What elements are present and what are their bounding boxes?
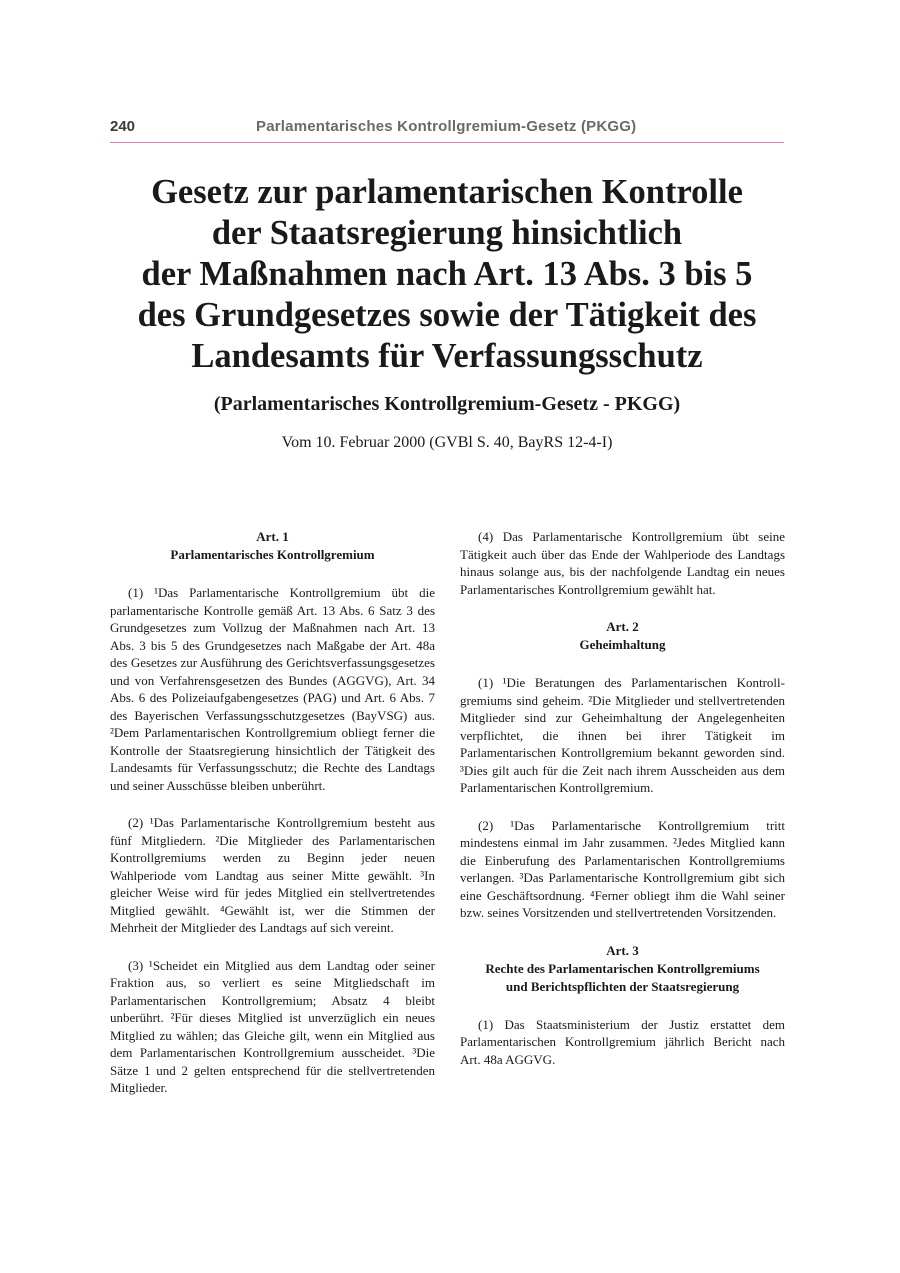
left-column	[110, 528, 435, 1097]
art1-paragraph-3: (3) ¹Scheidet ein Mitglied aus dem Landtag oder seiner Fraktion aus, so verliert es seine Mitgliedschaft im Parlamentarischen Kontrollgremium; Absatz 4 bleibt unberührt. ²Für dieses Mitglied ist unverzüglich ein neues Mitglied zu wählen; das Gleiche gilt, wenn ein Mitglied aus dem Parlamentarischen Kontrollgremium ausscheidet. ³Die Sätze 1 und 2 gelten entsprechend für die stellvertretenden Mitglieder.	[110, 957, 435, 1095]
title-line: des Grundgesetzes sowie der Tätigkeit des	[137, 296, 757, 334]
art1-paragraph-2: (2) ¹Das Parlamentarische Kontrollgremium besteht aus fünf Mitgliedern. ²Die Mitglieder des Parlamentarischen Kontrollgremiums werden zu Beginn jeder neuen Wahlperiode vom Landtag aus seiner Mitte gewählt. ³In gleicher Weise wird für jedes Mitglied ein stellvertretendes Mitglied gewählt. ⁴Gewählt ist, wer die Stimmen der Mehrheit der Mitglieder des Landtags auf sich vereint.	[110, 815, 435, 935]
art2-paragraph-2: (2) ¹Das Parlamentarische Kontrollgremium tritt mindestens einmal im Jahr zusammen. ²Jedes Mitglied kann die Einberufung des Parlamentarischen Kontrollgremiums verlangen. ³Das Parlamentarische Kontrollgremium gibt sich eine Geschäftsordnung. ⁴Ferner obliegt ihm die Wahl seiner bzw. seines Vorsitzenden und stellvertretenden Vorsitzenden.	[460, 817, 785, 920]
art1-paragraph-1: (1) ¹Das Parlamentarische Kontrollgremium übt die parlamentarische Kontrolle gemäß Art. 13 Abs. 6 Satz 3 des Grundgesetzes zum Vollzug der Maßnahmen nach Art. 13 Abs. 3 bis 5 des Grundgesetzes nach Maßgabe der Art. 48a des Gesetzes zur Ausführung des Gerichtsverfassungsgesetzes und von Verfahrensgesetzen des Bundes (AGGVG), Art. 34 Abs. 6 des Polizeiaufgabengesetzes (PAG) und Art. 6 Abs. 7 des Bayerischen Verfassungsschutzgesetzes (BayVSG) aus. ²Dem Parlamentarischen Kontrollgremium obliegt ferner die Kontrolle der Staatsregierung hinsichtlich der Tätigkeit des Landesamts für Verfassungsschutz; die Rechte des Landtags und seiner Ausschüsse bleiben unberührt.	[110, 585, 435, 793]
title-line: der Staatsregierung hinsichtlich	[211, 214, 683, 252]
promulgation-date: Vom 10. Februar 2000 (GVBl S. 40, BayRS 12-4-I)	[281, 434, 613, 451]
art1-number: Art. 1	[256, 529, 289, 544]
law-short-title: (Parlamentarisches Kontrollgremium-Gesetz - PKGG)	[213, 393, 681, 415]
art3-number: Art. 3	[606, 942, 639, 958]
page-number: 240	[110, 118, 136, 135]
title-line: der Maßnahmen nach Art. 13 Abs. 3 bis 5	[141, 255, 753, 293]
running-title: Parlamentarisches Kontrollgremium-Gesetz (PKGG)	[256, 118, 637, 135]
right-column	[460, 528, 785, 1068]
art2-paragraph-1: (1) ¹Die Beratungen des Parlamentarischen Kontrollgremiums sind geheim. ²Die Mitglieder und stellvertretenden Mitglieder sind zur Geheimhaltung der Angelegenheiten verpflichtet, die ihnen bei ihrer Tätigkeit im Parlamentarischen Kontrollgremium bekannt geworden sind. ³Dies gilt auch für die Zeit nach ihrem Ausscheiden aus dem Parlamentarischen Kontrollgremium.	[460, 675, 785, 795]
art3-heading-line-1: Rechte des Parlamentarischen Kontrollgremiums	[485, 960, 760, 976]
title-line: Landesamts für Verfassungsschutz	[191, 337, 703, 375]
title-line: Gesetz zur parlamentarischen Kontrolle	[151, 173, 743, 211]
art2-number: Art. 2	[606, 619, 639, 634]
law-title	[90, 172, 804, 377]
art1-paragraph-4: (4) Das Parlamentarische Kontrollgremium übt seine Tätigkeit auch über das Ende der Wahlperiode des Landtags hinaus solange aus, bis der nachfolgende Landtag ein neues Parlamentarisches Kontrollgremium gewählt hat.	[460, 529, 785, 597]
art2-heading: Geheimhaltung	[579, 637, 666, 652]
art3-heading-line-2: und Berichtspflichten der Staatsregierung	[505, 978, 740, 994]
art3-paragraph-1: (1) Das Staatsministerium der Justiz erstattet dem Parlamentarischen Kontrollgremium jährlich Bericht nach Art. 48a AGGVG.	[460, 1016, 785, 1067]
running-header	[110, 118, 784, 143]
art1-heading: Parlamentarisches Kontrollgremium	[170, 547, 375, 562]
